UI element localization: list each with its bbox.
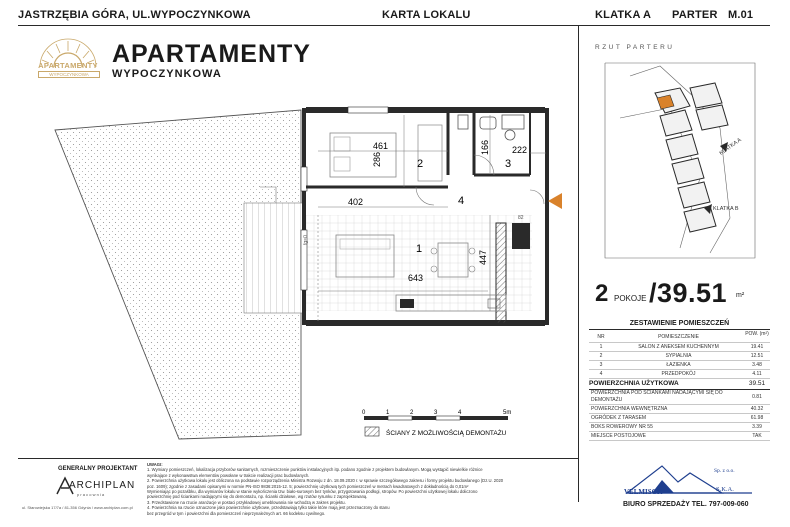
note-line: Wymieniając po pozaśbku, dla wymiarów lokalu w stanie wykończenia tzw. biało-surowym bez tynków, przygotowania podłogi, stropów. Po powierzchni użytkowej lokalu doliczono bbox=[147, 489, 478, 495]
header-unit: M.01 bbox=[728, 9, 754, 21]
small-label-82: 82 bbox=[518, 215, 524, 221]
extra-label: POWIERZCHNIA POD ŚCIANKAMI NADAJĄCYMI SIĘ DO DEMONTAŻU bbox=[591, 390, 723, 403]
row-name: ŁAZIENKA bbox=[666, 362, 691, 368]
footer-rule bbox=[18, 458, 578, 459]
extra-row bbox=[589, 390, 770, 405]
extra-value: 0.81 bbox=[752, 394, 762, 400]
rooms-table-header bbox=[589, 332, 770, 343]
brand-logo bbox=[32, 33, 104, 85]
general-designer-label: GENERALNY PROJEKTANT bbox=[58, 466, 138, 472]
header-card-title: KARTA LOKALU bbox=[382, 9, 471, 21]
legend-label: ŚCIANY Z MOŻLIWOŚCIĄ DEMONTAŻU bbox=[386, 430, 507, 437]
rooms-table bbox=[589, 332, 770, 441]
dim-447: 447 bbox=[478, 249, 488, 265]
extra-label: OGRÓDEK Z TARASEM bbox=[591, 415, 647, 421]
dim-402: 402 bbox=[348, 197, 364, 207]
header-stairwell: KLATKA A bbox=[595, 9, 652, 21]
scale-bar bbox=[362, 410, 511, 420]
note-line: 4. Powierzchnia na rzucie oznaczone jako powierzchnie użytkowe, przedstawiają tylko takie które mają jest przeznaczony do stanu bbox=[147, 505, 390, 511]
floor-plan bbox=[18, 95, 574, 460]
extra-row bbox=[589, 432, 770, 441]
extra-row bbox=[589, 414, 770, 423]
header-rule bbox=[18, 25, 770, 26]
rooms-word: POKOJE bbox=[614, 294, 647, 303]
keyplan-label-b: KLATKA B bbox=[713, 206, 739, 212]
table-row bbox=[589, 370, 770, 379]
row-nr: 3 bbox=[599, 362, 603, 368]
extra-label: BOKS ROWEROWY NR 55 bbox=[591, 424, 653, 430]
rooms-table-title: ZESTAWIENIE POMIESZCZEŃ bbox=[589, 320, 770, 330]
extra-value: 3.39 bbox=[752, 424, 762, 430]
extra-label: MIEJSCE POSTOJOWE bbox=[591, 433, 646, 439]
keyplan-title: RZUT PARTERU bbox=[595, 44, 675, 51]
legend bbox=[365, 427, 507, 437]
row-area: 12.51 bbox=[750, 353, 764, 359]
room-number-4: 4 bbox=[458, 195, 465, 207]
brand-subname: WYPOCZYNKOWA bbox=[112, 68, 222, 80]
row-area: 19.41 bbox=[750, 344, 764, 350]
sales-office: BIURO SPRZEDAŻY TEL. 797-009-060 bbox=[623, 501, 749, 508]
keyplan bbox=[600, 58, 760, 263]
note-line: wynikające z wykonawstwa elementów powołane w trakcie realizacji prac budowlanych. bbox=[147, 472, 310, 478]
dim-461: 461 bbox=[373, 141, 389, 151]
header-location: JASTRZĘBIA GÓRA, UL.WYPOCZYNKOWA bbox=[18, 9, 251, 21]
terrace bbox=[244, 187, 304, 313]
extra-row bbox=[589, 405, 770, 414]
dim-286: 286 bbox=[372, 151, 382, 167]
room-number-2: 2 bbox=[417, 158, 424, 170]
header-floor: PARTER bbox=[672, 9, 718, 21]
dim-643: 643 bbox=[408, 273, 424, 283]
extra-label: POWIERZCHNIA WEWNĘTRZNA bbox=[591, 406, 668, 412]
row-name: PRZEDPOKÓJ bbox=[661, 371, 696, 377]
archiplan-address: ul. Starowiejska 17/7a / 81-356 Gdynia / www.archiplan.com.pl bbox=[22, 505, 133, 510]
velmis-sp: Sp. z o.o. bbox=[714, 468, 735, 474]
total-row bbox=[589, 379, 770, 390]
rooms-count: 2 bbox=[595, 280, 609, 307]
logo-text: APARTAMENTY bbox=[38, 61, 98, 70]
scale-label-1: 1 bbox=[386, 410, 390, 416]
room-number-3: 3 bbox=[505, 158, 512, 170]
apartment-outline bbox=[301, 107, 547, 323]
extra-row bbox=[589, 423, 770, 432]
dim-166: 166 bbox=[480, 139, 490, 155]
logo-subtext: WYPOCZYNKOWA bbox=[38, 71, 100, 78]
scale-label-0: 0 bbox=[362, 410, 366, 416]
note-line: 3. Przedstawione na rzucie aranżacje w postaci przykładowej umeblowania nie wchodzą w zakres projektu. bbox=[147, 499, 346, 505]
extra-value: 40.32 bbox=[750, 406, 764, 412]
keyplan-label-a: KLATKA A bbox=[718, 137, 743, 157]
dim-222: 222 bbox=[512, 145, 528, 155]
archiplan-logo bbox=[55, 476, 136, 502]
table-row bbox=[589, 343, 770, 352]
archiplan-name: ARCHIPLAN bbox=[69, 480, 136, 491]
room-number-1: 1 bbox=[416, 243, 423, 255]
row-nr: 4 bbox=[599, 371, 603, 377]
scale-label-4: 4 bbox=[458, 410, 462, 416]
row-area: 3.48 bbox=[752, 362, 762, 368]
area-unit: m² bbox=[736, 292, 745, 299]
entrance-marker bbox=[548, 193, 562, 209]
row-name: SALON Z ANEKSEM KUCHENNYM bbox=[638, 344, 719, 350]
row-nr: 2 bbox=[599, 353, 603, 359]
scale-label-2: 2 bbox=[410, 410, 414, 416]
row-area: 4.11 bbox=[752, 371, 762, 377]
archiplan-subtitle: p r a c o w n i a bbox=[77, 492, 105, 497]
scale-label-5m: 5m bbox=[503, 410, 512, 416]
velmis-ska: S.K.A. bbox=[716, 486, 734, 493]
note-line: 2. Powierzchnia użytkowa lokalu jest obliczona na podstawie rozporządzenia Ministra Rozwoju z dn. 18.09.2020 r. w sprawie szczegółowego zakresu i formy projektu budowlanego (Dz.U. 2020 bbox=[147, 478, 504, 484]
scale-label-3: 3 bbox=[434, 410, 438, 416]
extra-value: 61.98 bbox=[750, 415, 764, 421]
velmis-logo bbox=[622, 460, 762, 500]
row-name: SYPIALNIA bbox=[665, 353, 692, 359]
small-label-fg: fg=0 bbox=[303, 235, 309, 245]
col-area: POW. (m²) bbox=[745, 331, 769, 337]
right-column-divider bbox=[578, 26, 579, 502]
table-row bbox=[589, 361, 770, 370]
brand-name: APARTAMENTY bbox=[112, 40, 311, 68]
note-line: bez przegród w tym i powierzchni dla pomieszczeń nieprzynależnych art. 66 kodeksu cywilnego. bbox=[147, 510, 326, 516]
table-row bbox=[589, 352, 770, 361]
note-line: powierzchnię pod ściankami nadającymi się do demontażu, np. ścianki działowe, wg rzutów rysunku z zaprojektowaną. bbox=[147, 494, 368, 500]
note-line: poz. 1609); zgodnie z zasadami opisanymi w normie PN-ISO 9836:2015-12. 5; powierzchnię użytkową tych pomieszczeń w metrach kwadratowych z dokładnością do 0,01m² bbox=[147, 483, 469, 489]
apartment-area: /39.51 bbox=[649, 278, 728, 308]
col-name: POMIESZCZENIE bbox=[658, 334, 699, 340]
total-value: 39.51 bbox=[748, 380, 766, 387]
row-nr: 1 bbox=[599, 344, 603, 350]
total-label: POWIERZCHNIA UŻYTKOWA bbox=[589, 380, 679, 387]
velmis-name: VELMISGK bbox=[624, 488, 663, 496]
note-line: 1. Wymiary pomieszczeń, lokalizacja przyborów sanitarnych, rozmieszczenie punktów instalacyjnych itp. podano zgodnie z projektem budowlanym. Mogą wystąpić niewielkie różnice bbox=[147, 467, 483, 473]
extra-value: TAK bbox=[752, 433, 762, 439]
notes-block bbox=[147, 462, 547, 516]
notes-title: UWAGI: bbox=[147, 462, 163, 467]
col-nr: NR bbox=[597, 334, 605, 340]
